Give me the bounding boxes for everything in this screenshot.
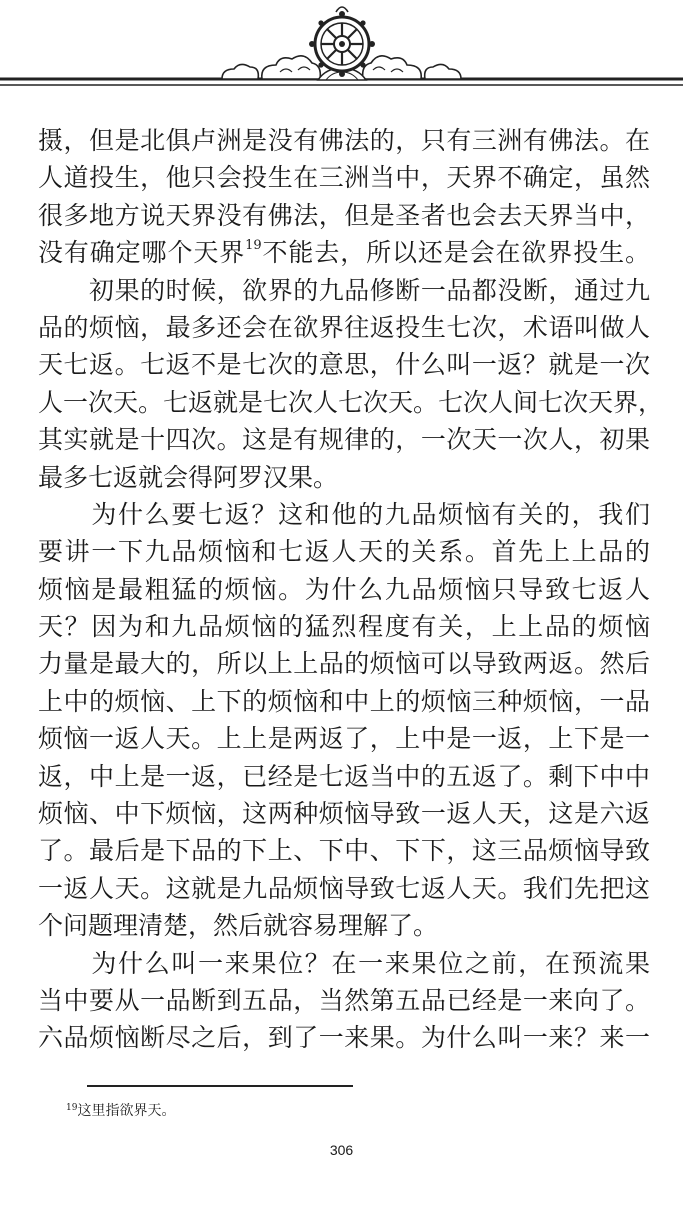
footnote-text: 这里指欲界天。 bbox=[77, 1103, 176, 1119]
body-text bbox=[38, 122, 664, 1057]
text-line: 为什么叫一来果位？在一来果位之前，在预流果 bbox=[38, 948, 650, 978]
text-line: 人一次天。七返就是七次人七次天。七次人间七次天界， bbox=[38, 387, 664, 417]
text-line: 初果的时候，欲界的九品修断一品都没断，通过九 bbox=[38, 275, 650, 305]
page-header-ornament bbox=[0, 0, 683, 100]
text-line: 品的烦恼，最多还会在欲界往返投生七次，术语叫做人 bbox=[38, 312, 650, 342]
footnote bbox=[66, 1101, 175, 1121]
text-line: 天七返。七返不是七次的意思，什么叫一返？就是一次 bbox=[38, 350, 650, 380]
text-line: 烦恼一返人天。上上是两返了，上中是一返，上下是一 bbox=[38, 724, 650, 754]
dharma-wheel-icon bbox=[0, 0, 683, 100]
text-line: 力量是最大的，所以上上品的烦恼可以导致两返。然后 bbox=[38, 649, 650, 679]
text-fragment: 没有确定哪个天界 bbox=[38, 238, 246, 268]
text-line: 摄，但是北俱卢洲是没有佛法的，只有三洲有佛法。在 bbox=[38, 126, 650, 155]
page-number: 306 bbox=[329, 1142, 354, 1158]
text-line: 为什么要七返？这和他的九品烦恼有关的，我们 bbox=[38, 499, 650, 529]
text-line: 烦恼、中下烦恼，这两种烦恼导致一返人天，这是六返 bbox=[38, 799, 650, 829]
text-line: 人道投生，他只会投生在三洲当中，天界不确定，虽然 bbox=[38, 163, 650, 193]
text-line: 了。最后是下品的下上、下中、下下，这三品烦恼导致 bbox=[38, 836, 650, 866]
text-line: 返，中上是一返，已经是七返当中的五返了。剩下中中 bbox=[38, 761, 650, 791]
text-line: 要讲一下九品烦恼和七返人天的关系。首先上上品的 bbox=[38, 537, 650, 567]
text-line: 天？因为和九品烦恼的猛烈程度有关，上上品的烦恼 bbox=[38, 612, 650, 642]
text-line-with-footnote bbox=[38, 234, 650, 271]
footnote-divider bbox=[87, 1085, 353, 1087]
text-line: 个问题理清楚，然后就容易理解了。 bbox=[38, 911, 439, 941]
text-line: 六品烦恼断尽之后，到了一来果。为什么叫一来？来一 bbox=[38, 1023, 650, 1053]
text-line: 烦恼是最粗猛的烦恼。为什么九品烦恼只导致七返人 bbox=[38, 574, 650, 604]
text-line: 其实就是十四次。这是有规律的，一次天一次人，初果 bbox=[38, 425, 650, 455]
text-fragment: 不能去，所以还是会在欲界投生。 bbox=[261, 238, 650, 268]
text-line: 当中要从一品断到五品，当然第五品已经是一来向了。 bbox=[38, 985, 650, 1015]
text-line: 上中的烦恼、上下的烦恼和中上的烦恼三种烦恼，一品 bbox=[38, 686, 650, 716]
footnote-number: 19 bbox=[66, 1103, 78, 1113]
footnote-reference[interactable]: 19 bbox=[245, 238, 262, 254]
text-line: 一返人天。这就是九品烦恼导致七返人天。我们先把这 bbox=[38, 873, 650, 903]
text-line: 最多七返就会得阿罗汉果。 bbox=[38, 462, 339, 492]
text-line: 很多地方说天界没有佛法，但是圣者也会去天界当中， bbox=[38, 200, 650, 230]
